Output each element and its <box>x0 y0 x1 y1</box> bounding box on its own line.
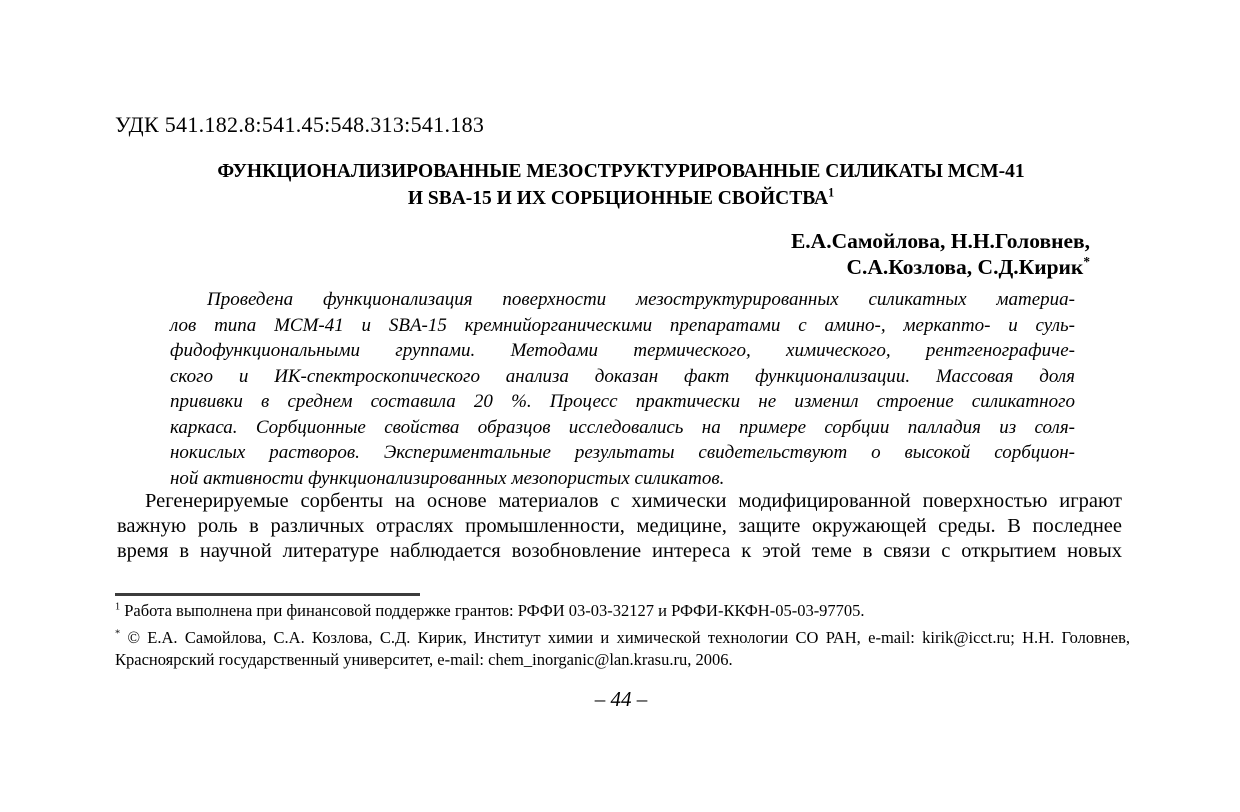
article-title <box>115 158 1127 212</box>
udk-code: УДК 541.182.8:541.45:548.313:541.183 <box>115 112 485 137</box>
abstract-line: лов типа МСМ-41 и SBA-15 кремнийорганическими препаратами с амино-, меркапто- и суль- <box>170 314 1075 336</box>
footnote-copyright <box>115 627 1130 671</box>
title-footnote-marker: 1 <box>828 185 835 200</box>
authors-line2-text: С.А.Козлова, С.Д.Кирик <box>846 255 1084 279</box>
footnote-grants <box>115 600 1130 622</box>
footnote-copyright-marker: * <box>115 628 121 640</box>
page-number: – 44 – <box>594 687 648 711</box>
abstract-line: каркаса. Сорбционные свойства образцов исследовались на примере сорбции палладия из соля- <box>170 416 1075 438</box>
abstract-line: нокислых растворов. Экспериментальные результаты свидетельствуют о высокой сорбцион- <box>170 442 1075 463</box>
footnote-copyright-line1 <box>115 627 1130 649</box>
body-line: время в научной литературе наблюдается возобновление интереса к этой теме в связи с открытием новых <box>117 539 1122 562</box>
abstract-line: ной активности функционализированных мезопористых силикатов. <box>170 467 725 489</box>
authors-line2 <box>791 254 1090 280</box>
footnote-copyright-text1: © Е.А. Самойлова, С.А. Козлова, С.Д. Кирик, Институт химии и химической технологии СО РАН, e-mail: kirik@icct.ru; Н.Н. Головнев, <box>127 628 1131 647</box>
abstract-line: прививки в среднем составила 20 %. Процесс практически не изменил строение силикатного <box>170 391 1075 412</box>
footnote-grants-line <box>115 600 1130 622</box>
footnote-separator-rule <box>115 593 420 596</box>
abstract-block <box>170 287 1075 491</box>
body-line: Регенерируемые сорбенты на основе материалов с химически модифицированной поверхностью играют <box>145 490 1122 512</box>
authors-block <box>791 228 1090 280</box>
footnote-grants-text: Работа выполнена при финансовой поддержке грантов: РФФИ 03-03-32127 и РФФИ-ККФН-05-03-97705. <box>124 601 865 620</box>
body-line: важную роль в различных отраслях промышленности, медицине, защите окружающей среды. В последнее <box>117 514 1122 537</box>
article-title-line2-text: И SBA-15 И ИХ СОРБЦИОННЫЕ СВОЙСТВА <box>407 188 829 209</box>
footnote-grants-marker: 1 <box>115 601 121 613</box>
article-title-line1: ФУНКЦИОНАЛИЗИРОВАННЫЕ МЕЗОСТРУКТУРИРОВАННЫЕ СИЛИКАТЫ МСМ-41 <box>217 161 1025 182</box>
authors-footnote-marker: * <box>1083 253 1090 269</box>
authors-line1: Е.А.Самойлова, Н.Н.Головнев, <box>790 229 1090 253</box>
abstract-line: фидофункциональными группами. Методами термического, химического, рентгенографиче- <box>170 340 1075 361</box>
footnote-copyright-line2 <box>115 649 1130 671</box>
abstract-line: Проведена функционализация поверхности мезоструктурированных силикатных материа- <box>207 289 1075 310</box>
abstract-line: ского и ИК-спектроскопического анализа доказан факт функционализации. Массовая доля <box>170 365 1075 387</box>
body-paragraph <box>117 489 1122 563</box>
article-title-line2 <box>115 185 1127 212</box>
footnote-copyright-text2: Красноярский государственный университет, e-mail: chem_inorganic@lan.krasu.ru, 2006. <box>115 650 733 669</box>
